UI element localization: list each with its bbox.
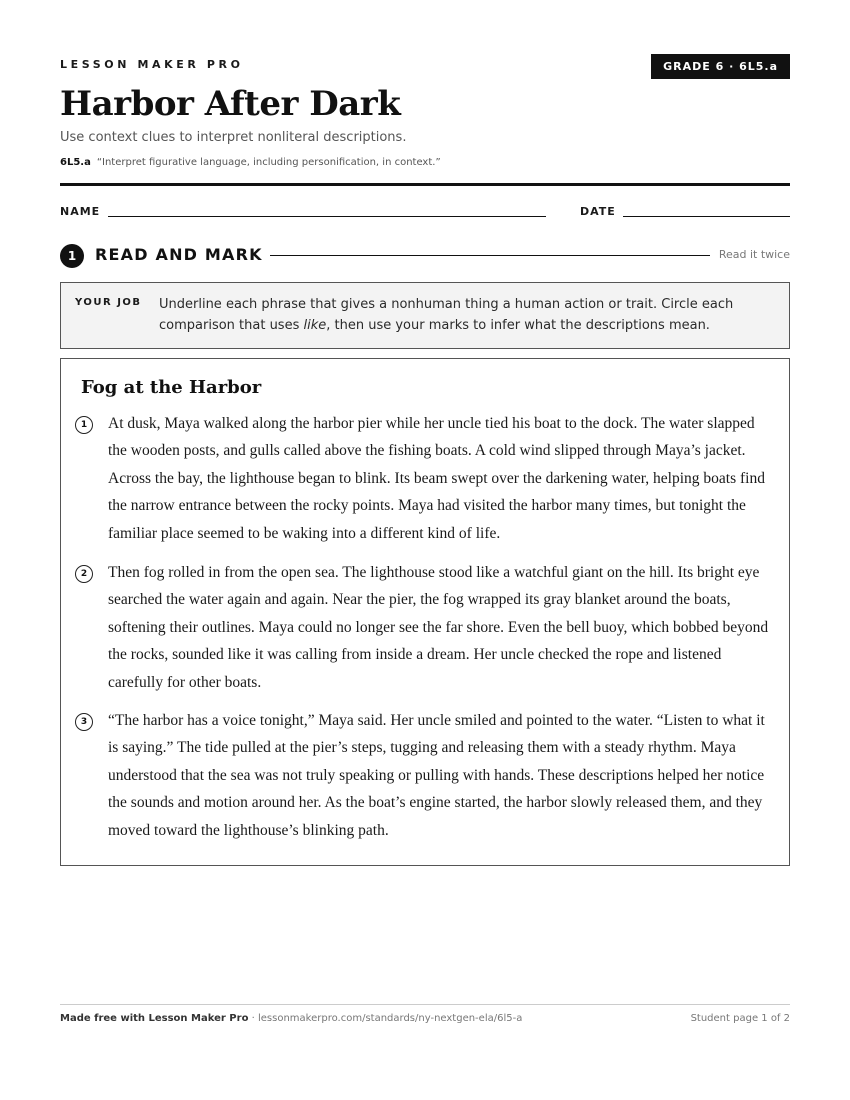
instructions-emphasis: like	[303, 318, 327, 333]
name-label: NAME	[60, 205, 101, 218]
footer-separator: ·	[248, 1013, 258, 1024]
paragraph-text[interactable]: “The harbor has a voice tonight,” Maya said. Her uncle smiled and pointed to the water. “Listen to what it is saying.” The tide pulled at the pier’s steps, tugging and releasing them with a steady rhythm. Maya understood that the sea was not truly speaking or pulling with hands. These descriptions helped her notice the sounds and motion around her. As the boat’s engine started, the harbor slowly released them, and they moved toward the lighthouse’s blinking path.	[108, 712, 765, 839]
footer-url[interactable]: lessonmakerpro.com/standards/ny-nextgen-ela/6l5-a	[257, 1013, 523, 1024]
date-field-line[interactable]	[623, 216, 790, 217]
page-title: Harbor After Dark	[60, 84, 401, 124]
paragraph-text[interactable]: At dusk, Maya walked along the harbor pier while her uncle tied his boat to the dock. The water slapped the wooden posts, and gulls called above the fishing boats. A cold wind slipped through Maya’s jacket. Across the bay, the lighthouse began to blink. Its beam swept over the darkening water, helping boats find the narrow entrance between the rocky points. Maya had visited the harbor many times, but tonight the familiar place seemed to be waking into a different kind of life.	[108, 415, 765, 542]
instructions-text-part: Underline each phrase that gives a nonhuman thing a human action or trait. Circle each comparison that uses	[159, 297, 734, 333]
section-hint: Read it twice	[718, 248, 790, 261]
instructions-text-part: , then use your marks to infer what the descriptions mean.	[326, 318, 710, 333]
footer-made-with: Made free with Lesson Maker Pro	[60, 1013, 249, 1024]
grade-badge: GRADE 6 · 6L5.a	[651, 54, 790, 79]
date-label: DATE	[580, 205, 616, 218]
header-divider	[60, 183, 790, 186]
section-rule	[270, 255, 710, 256]
worksheet-page	[60, 0, 790, 1100]
paragraph-number: 3	[75, 713, 93, 731]
footer-page-number: Student page 1 of 2	[690, 1013, 790, 1024]
standard-line	[60, 157, 441, 168]
passage-title: Fog at the Harbor	[81, 377, 262, 398]
page-subtitle: Use context clues to interpret nonliteral descriptions.	[60, 130, 407, 145]
footer-credit	[60, 1013, 522, 1024]
instructions-label: YOUR JOB	[75, 297, 142, 308]
paragraph-text[interactable]: Then fog rolled in from the open sea. The lighthouse stood like a watchful giant on the hill. Its bright eye searched the water again and again. Near the pier, the fog wrapped its gray blanket around the boats, softening their outlines. Maya could no longer see the far shore. Even the bell buoy, which bobbed beyond the rocks, sounded like it was calling from inside a dream. Her uncle checked the rope and listened carefully for other boats.	[108, 564, 769, 691]
section-number-badge: 1	[60, 244, 84, 268]
brand-name: LESSON MAKER PRO	[60, 58, 244, 71]
passage-box	[60, 358, 790, 866]
instructions-box	[60, 282, 790, 349]
paragraph-number: 2	[75, 565, 93, 583]
section-title: READ AND MARK	[95, 245, 263, 264]
name-field-line[interactable]	[108, 216, 546, 217]
standard-code: 6L5.a	[60, 157, 91, 168]
standard-text: “Interpret figurative language, including personification, in context.”	[96, 157, 441, 168]
paragraph-number: 1	[75, 416, 93, 434]
footer-divider	[60, 1004, 790, 1005]
instructions-text	[159, 294, 769, 336]
